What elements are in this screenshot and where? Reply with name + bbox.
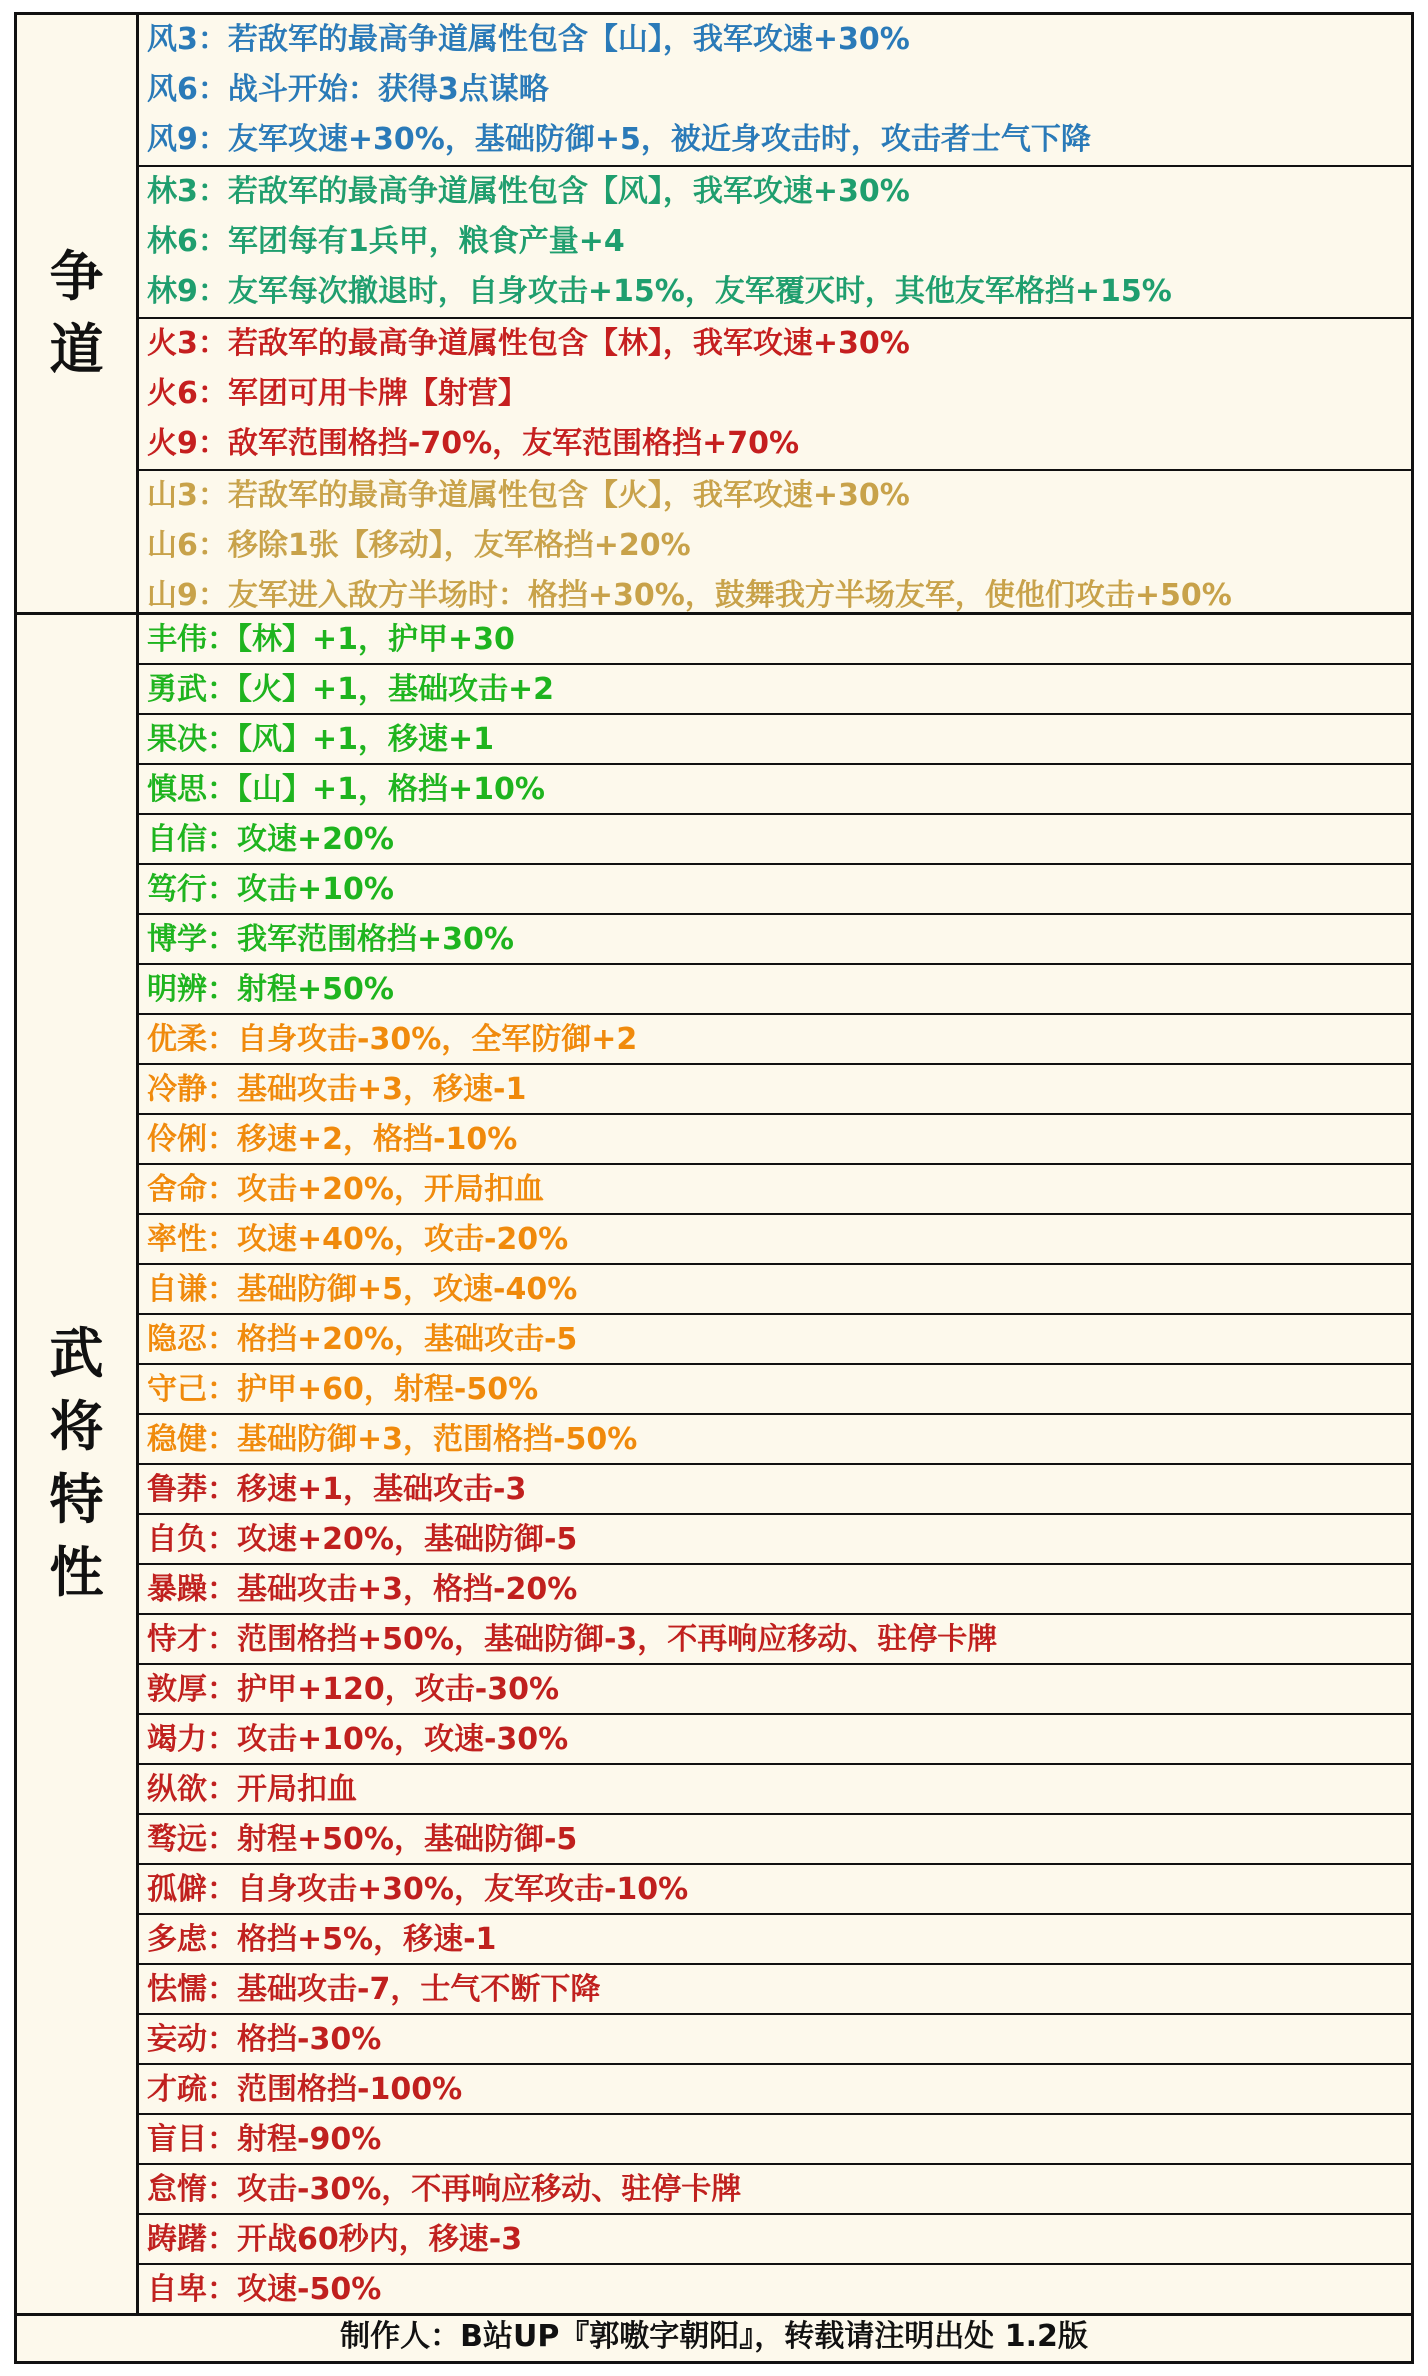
- trait-row: 才疏：范围格挡-100%: [139, 2065, 1411, 2115]
- zhengdao-label-char: 道: [49, 317, 104, 381]
- trait-row: 多虑：格挡+5%，移速-1: [139, 1915, 1411, 1965]
- traits-label-char: 性: [49, 1540, 104, 1604]
- trait-row: 自负：攻速+20%，基础防御-5: [139, 1515, 1411, 1565]
- trait-row: 舍命：攻击+20%，开局扣血: [139, 1165, 1411, 1215]
- traits-rows: [139, 615, 1411, 2313]
- trait-row: 纵欲：开局扣血: [139, 1765, 1411, 1815]
- zhengdao-row: 风9：友军攻速+30%，基础防御+5，被近身攻击时，攻击者士气下降: [147, 122, 1091, 157]
- trait-row: 暴躁：基础攻击+3，格挡-20%: [139, 1565, 1411, 1615]
- trait-row: 伶俐：移速+2，格挡-10%: [139, 1115, 1411, 1165]
- zhengdao-label-char: 争: [49, 244, 104, 308]
- zhengdao-group-wind: [139, 15, 1411, 167]
- traits-label-char: 将: [49, 1395, 104, 1459]
- zhengdao-row: 风6：战斗开始：获得3点谋略: [147, 72, 549, 107]
- trait-row: 冷静：基础攻击+3，移速-1: [139, 1065, 1411, 1115]
- zhengdao-row: 林6：军团每有1兵甲，粮食产量+4: [147, 224, 625, 259]
- trait-row: 怠惰：攻击-30%，不再响应移动、驻停卡牌: [139, 2165, 1411, 2215]
- zhengdao-group-forest: [139, 167, 1411, 319]
- trait-row: 慎思：【山】+1，格挡+10%: [139, 765, 1411, 815]
- trait-row: 自谦：基础防御+5，攻速-40%: [139, 1265, 1411, 1315]
- zhengdao-row: 火6：军团可用卡牌【射营】: [147, 376, 528, 411]
- trait-row: 恃才：范围格挡+50%，基础防御-3，不再响应移动、驻停卡牌: [139, 1615, 1411, 1665]
- trait-row: 博学：我军范围格挡+30%: [139, 915, 1411, 965]
- trait-row: 敦厚：护甲+120，攻击-30%: [139, 1665, 1411, 1715]
- trait-row: 踌躇：开战60秒内，移速-3: [139, 2215, 1411, 2265]
- zhengdao-label: [17, 15, 139, 612]
- zhengdao-row: 林9：友军每次撤退时，自身攻击+15%，友军覆灭时，其他友军格挡+15%: [147, 274, 1172, 309]
- zhengdao-group-mountain: [139, 471, 1411, 621]
- trait-row: 守己：护甲+60，射程-50%: [139, 1365, 1411, 1415]
- trait-row: 盲目：射程-90%: [139, 2115, 1411, 2165]
- trait-row: 笃行：攻击+10%: [139, 865, 1411, 915]
- trait-row: 明辨：射程+50%: [139, 965, 1411, 1015]
- trait-row: 勇武：【火】+1，基础攻击+2: [139, 665, 1411, 715]
- zhengdao-row: 山9：友军进入敌方半场时：格挡+30%，鼓舞我方半场友军，使他们攻击+50%: [147, 578, 1232, 613]
- traits-label-char: 武: [49, 1322, 104, 1386]
- zhengdao-row: 风3：若敌军的最高争道属性包含【山】，我军攻速+30%: [147, 22, 910, 57]
- trait-row: 竭力：攻击+10%，攻速-30%: [139, 1715, 1411, 1765]
- trait-sheet: [14, 12, 1414, 2364]
- trait-row: 孤僻：自身攻击+30%，友军攻击-10%: [139, 1865, 1411, 1915]
- trait-row: 率性：攻速+40%，攻击-20%: [139, 1215, 1411, 1265]
- credit-footer: 制作人：B站UP『郭嗷字朝阳』，转载请注明出处 1.2版: [340, 2319, 1088, 2354]
- trait-row: 鲁莽：移速+1，基础攻击-3: [139, 1465, 1411, 1515]
- trait-row: 优柔：自身攻击-30%，全军防御+2: [139, 1015, 1411, 1065]
- zhengdao-row: 火9：敌军范围格挡-70%，友军范围格挡+70%: [147, 426, 800, 461]
- trait-row: 隐忍：格挡+20%，基础攻击-5: [139, 1315, 1411, 1365]
- trait-row: 自卑：攻速-50%: [147, 2272, 382, 2307]
- zhengdao-group-fire: [139, 319, 1411, 471]
- traits-label: [17, 615, 139, 2313]
- zhengdao-row: 林3：若敌军的最高争道属性包含【风】，我军攻速+30%: [147, 174, 910, 209]
- traits-section: [17, 615, 1411, 2316]
- zhengdao-row: 山6：移除1张【移动】，友军格挡+20%: [147, 528, 691, 563]
- trait-row: 丰伟：【林】+1，护甲+30: [139, 615, 1411, 665]
- zhengdao-rows: [139, 15, 1411, 612]
- zhengdao-section: [17, 15, 1411, 615]
- zhengdao-row: 山3：若敌军的最高争道属性包含【火】，我军攻速+30%: [147, 478, 910, 513]
- trait-row: 果决：【风】+1，移速+1: [139, 715, 1411, 765]
- trait-row: 骛远：射程+50%，基础防御-5: [139, 1815, 1411, 1865]
- trait-row: 稳健：基础防御+3，范围格挡-50%: [139, 1415, 1411, 1465]
- trait-row: 自信：攻速+20%: [139, 815, 1411, 865]
- zhengdao-row: 火3：若敌军的最高争道属性包含【林】，我军攻速+30%: [147, 326, 910, 361]
- traits-label-char: 特: [49, 1468, 104, 1531]
- trait-row: 妄动：格挡-30%: [139, 2015, 1411, 2065]
- trait-row: 怯懦：基础攻击-7，士气不断下降: [139, 1965, 1411, 2015]
